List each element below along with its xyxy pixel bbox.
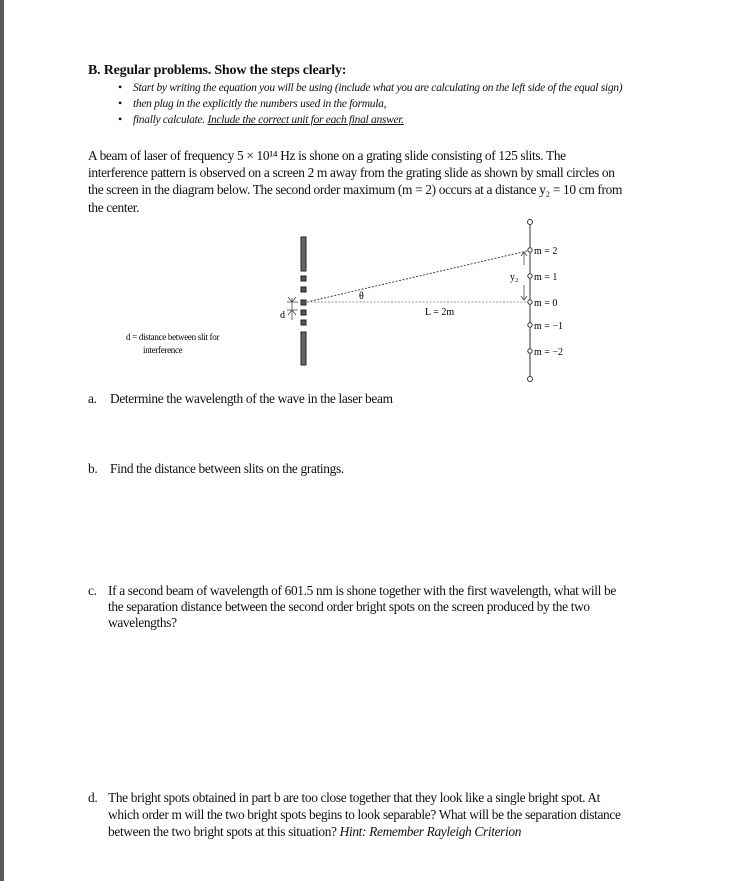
L-label: L = 2m [425,307,455,318]
question-a-text: Determine the wavelength of the wave in the laser beam [110,391,393,406]
instruction-2: then plug in the explicitly the numbers used in the formula, [133,98,387,110]
question-b-text: Find the distance between slits on the gratings. [110,461,344,476]
legend-line-1: d = distance between slit for [126,332,220,342]
question-d-line-2: which order m will the two bright spots begins to look separable? What will be the separation distance [108,807,621,822]
instruction-3-text: finally calculate. [133,114,205,126]
max-m-1-circle [528,323,532,327]
question-c-marker: c. [88,583,97,598]
screen-end-circle [528,377,533,382]
instruction-1: Start by writing the equation you will be using (include what you are calculating on the left side of the equal sign) [133,82,623,94]
intro-line-3: the screen in the diagram below. The second order maximum (m = 2) occurs at a distance y₂ = 10 cm from [88,182,623,197]
grating-slit-block [301,287,306,292]
screen-end-circle [528,220,533,225]
question-a-marker: a. [88,391,97,406]
question-c-line-1: If a second beam of wavelength of 601.5 nm is shone together with the first wavelength, what will be [108,583,616,598]
intro-line-4: the center. [88,200,140,215]
order-label: m = −1 [534,321,564,332]
grating-slit-block [301,310,306,315]
ray-to-m2 [307,251,527,302]
intro-line-2: interference pattern is observed on a screen 2 m away from the grating slide as shown by small circles on [88,165,615,180]
grating-slit-block [301,276,306,281]
question-c-line-2: the separation distance between the second order bright spots on the screen produced by the two [108,599,590,614]
order-label: m = 2 [534,246,558,257]
max-m-2-circle [528,349,532,353]
legend-line-2: interference [143,345,183,355]
bullet-icon: • [118,96,123,110]
question-b-marker: b. [88,461,98,476]
question-d-marker: d. [88,790,98,805]
question-d-line-3 [108,823,521,840]
question-d-line-3-text: between the two bright spots at this situation? [108,824,337,839]
grating-slit-block [301,300,306,305]
max-m1-circle [528,274,532,278]
order-label: m = 0 [534,298,558,309]
instruction-units: Include the correct unit for each final answer. [207,114,404,126]
question-d-hint: Hint: Remember Rayleigh Criterion [339,824,522,839]
y2-label: y₂ [510,272,519,283]
max-m2-circle [528,248,532,252]
theta-label: θ [359,291,364,302]
d-label: d [280,310,285,321]
question-d-line-1: The bright spots obtained in part b are too close together that they look like a single bright spot. At [108,790,601,805]
question-c-line-3: wavelengths? [108,615,177,630]
bullet-icon: • [118,112,123,126]
order-label: m = −2 [534,347,564,358]
bullet-icon: • [118,80,123,94]
max-m0-circle [528,300,532,304]
grating-bar-top [301,237,306,271]
section-heading: B. Regular problems. Show the steps clearly: [88,63,347,78]
grating-bar-bottom [301,332,306,365]
order-label: m = 1 [534,272,558,283]
grating-slit-block [301,320,306,325]
intro-line-1: A beam of laser of frequency 5 × 10¹⁴ Hz is shone on a grating slide consisting of 125 slits. The [88,148,566,163]
